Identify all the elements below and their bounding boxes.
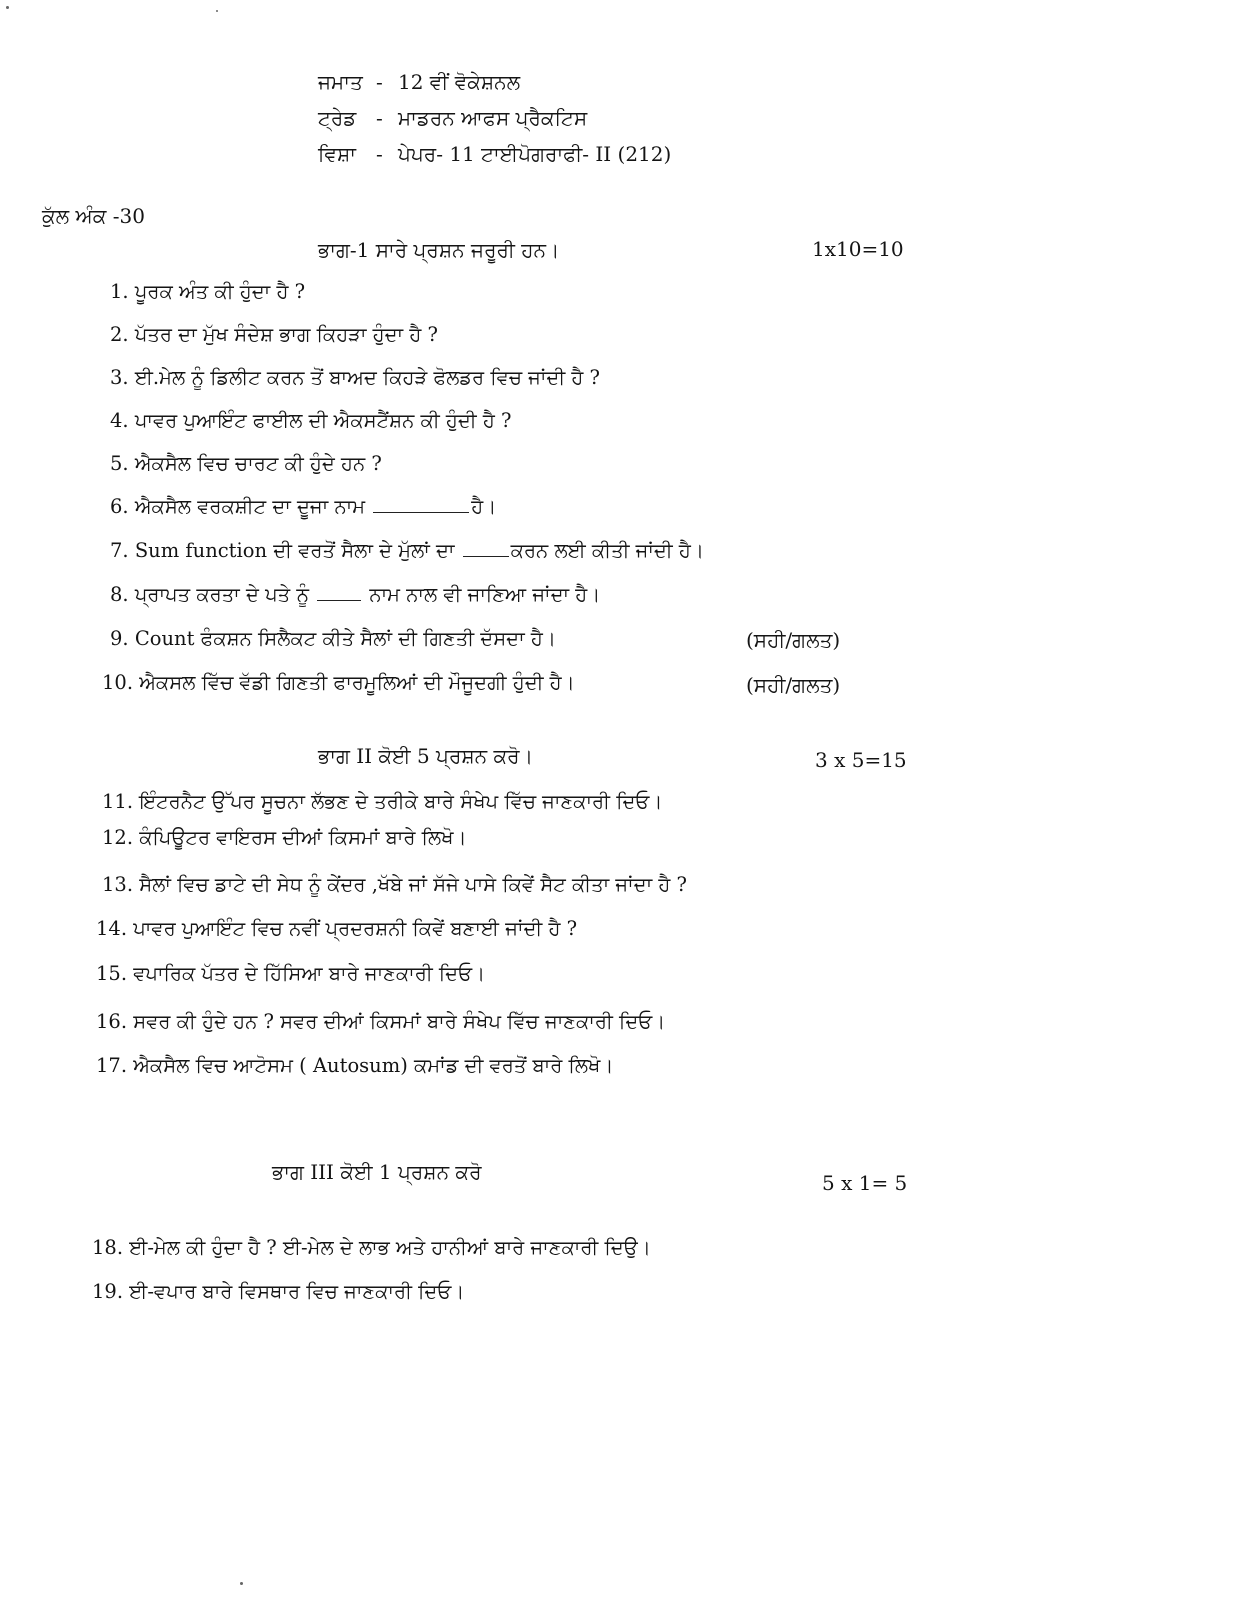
question-3: [110, 366, 600, 389]
section-3-marks: 5 x 1= 5: [822, 1171, 908, 1195]
question-9: [110, 627, 556, 650]
question-text: ਐਕਸਲ ਵਿੱਚ ਵੱਡੀ ਗਿਣਤੀ ਫਾਰਮੂਲਿਆਂ ਦੀ ਮੌਜੂਦਗੀ ਹੁੰਦੀ ਹੈ।: [139, 671, 575, 694]
question-4: [110, 409, 511, 432]
header-class-value: 12 ਵੀਂ ਵੋਕੇਸ਼ਨਲ: [398, 70, 521, 94]
question-text: ਇੰਟਰਨੈਟ ਉੱਪਰ ਸੂਚਨਾ ਲੱਭਣ ਦੇ ਤਰੀਕੇ ਬਾਰੇ ਸੰਖੇਪ ਵਿੱਚ ਜਾਣਕਾਰੀ ਦਿਓ।: [139, 790, 663, 813]
question-14: [96, 917, 577, 940]
question-10: [102, 671, 575, 694]
question-text: ਪੱਤਰ ਦਾ ਮੁੱਖ ਸੰਦੇਸ਼ ਭਾਗ ਕਿਹੜਾ ਹੁੰਦਾ ਹੈ ?: [134, 323, 438, 346]
question-13: [102, 873, 687, 896]
question-16: [96, 1010, 665, 1033]
question-text: Sum function ਦੀ ਵਰਤੋਂ ਸੈਲਾ ਦੇ ਮੁੱਲਾਂ ਦਾ: [134, 539, 455, 562]
true-false-option-9: (ਸਹੀ/ਗਲਤ): [746, 628, 841, 652]
question-text: ਈ-ਵਪਾਰ ਬਾਰੇ ਵਿਸਥਾਰ ਵਿਚ ਜਾਣਕਾਰੀ ਦਿਓ।: [129, 1280, 465, 1303]
question-number: 12.: [102, 826, 134, 849]
question-number: 1.: [110, 280, 129, 303]
question-6: [110, 495, 496, 518]
answer-blank: [373, 511, 469, 513]
question-text: ਐਕਸੈਲ ਵਰਕਸ਼ੀਟ ਦਾ ਦੂਜਾ ਨਾਮ: [134, 495, 366, 518]
question-text: ਪਾਵਰ ਪੁਆਇੰਟ ਫਾਈਲ ਦੀ ਐਕਸਟੈਂਸ਼ਨ ਕੀ ਹੁੰਦੀ ਹੈ ?: [134, 409, 512, 432]
section-1-marks: 1x10=10: [812, 237, 904, 261]
question-7: [110, 539, 704, 562]
question-text: ਪ੍ਰਾਪਤ ਕਰਤਾ ਦੇ ਪਤੇ ਨੂੰ: [134, 583, 309, 606]
question-12: [102, 826, 467, 849]
question-5: [110, 452, 382, 475]
answer-blank: [317, 599, 361, 601]
header-class-sep: -: [376, 70, 383, 94]
section-2-marks: 3 x 5=15: [815, 748, 907, 772]
header-trade-value: ਮਾਡਰਨ ਆਫਸ ਪ੍ਰੈਕਟਿਸ: [398, 106, 588, 130]
question-text: Count ਫੰਕਸ਼ਨ ਸਿਲੈਕਟ ਕੀਤੇ ਸੈਲਾਂ ਦੀ ਗਿਣਤੀ ਦੱਸਦਾ ਹੈ।: [134, 627, 556, 650]
section-2-title: ਭਾਗ II ਕੋਈ 5 ਪ੍ਰਸ਼ਨ ਕਰੋ।: [318, 744, 534, 768]
question-text-end: ਹੈ।: [471, 495, 497, 518]
question-number: 3.: [110, 366, 129, 389]
header-subject-label: ਵਿਸ਼ਾ: [318, 142, 356, 166]
header-class: [318, 70, 520, 94]
scan-speck: [240, 1582, 243, 1585]
question-text: ਸੈਲਾਂ ਵਿਚ ਡਾਟੇ ਦੀ ਸੇਧ ਨੂੰ ਕੇਂਦਰ ,ਖੱਬੇ ਜਾਂ ਸੱਜੇ ਪਾਸੇ ਕਿਵੇਂ ਸੈਟ ਕੀਤਾ ਜਾਂਦਾ ਹੈ ?: [139, 873, 687, 896]
true-false-option-10: (ਸਹੀ/ਗਲਤ): [746, 673, 841, 697]
question-number: 2.: [110, 323, 129, 346]
question-11: [102, 790, 663, 813]
header-trade-label: ਟ੍ਰੇਡ: [318, 106, 357, 130]
question-text: ਈ.ਮੇਲ ਨੂੰ ਡਿਲੀਟ ਕਰਨ ਤੋਂ ਬਾਅਦ ਕਿਹੜੇ ਫੋਲਡਰ ਵਿਚ ਜਾਂਦੀ ਹੈ ?: [134, 366, 601, 389]
question-text: ਕੰਪਿਊਟਰ ਵਾਇਰਸ ਦੀਆਂ ਕਿਸਮਾਂ ਬਾਰੇ ਲਿਖੋ।: [139, 826, 467, 849]
question-number: 8.: [110, 583, 129, 606]
question-text: ਐਕਸੈਲ ਵਿਚ ਚਾਰਟ ਕੀ ਹੁੰਦੇ ਹਨ ?: [134, 452, 382, 475]
header-class-label: ਜਮਾਤ: [318, 70, 363, 94]
question-number: 15.: [96, 962, 128, 985]
question-text: ਸਵਰ ਕੀ ਹੁੰਦੇ ਹਨ ? ਸਵਰ ਦੀਆਂ ਕਿਸਮਾਂ ਬਾਰੇ ਸੰਖੇਪ ਵਿੱਚ ਜਾਣਕਾਰੀ ਦਿਓ।: [133, 1010, 666, 1033]
question-number: 19.: [92, 1280, 124, 1303]
header-subject-sep: -: [376, 142, 383, 166]
scan-speck: [216, 10, 218, 12]
answer-blank: [463, 555, 509, 557]
question-number: 10.: [102, 671, 134, 694]
scan-speck: [6, 6, 9, 9]
question-text: ਪਾਵਰ ਪੁਆਇੰਟ ਵਿਚ ਨਵੀਂ ਪ੍ਰਦਰਸ਼ਨੀ ਕਿਵੇਂ ਬਣਾਈ ਜਾਂਦੀ ਹੈ ?: [133, 917, 578, 940]
question-number: 14.: [96, 917, 128, 940]
question-number: 9.: [110, 627, 129, 650]
question-number: 11.: [102, 790, 134, 813]
question-text-end: ਕਰਨ ਲਈ ਕੀਤੀ ਜਾਂਦੀ ਹੈ।: [510, 539, 704, 562]
question-1: [110, 280, 305, 303]
question-number: 7.: [110, 539, 129, 562]
question-text: ਪੂਰਕ ਅੰਤ ਕੀ ਹੁੰਦਾ ਹੈ ?: [134, 280, 306, 303]
question-text: ਈ-ਮੇਲ ਕੀ ਹੁੰਦਾ ਹੈ ? ਈ-ਮੇਲ ਦੇ ਲਾਭ ਅਤੇ ਹਾਨੀਆਂ ਬਾਰੇ ਜਾਣਕਾਰੀ ਦਿਉ।: [129, 1236, 651, 1259]
header-trade-sep: -: [376, 106, 383, 130]
header-trade: [318, 106, 587, 130]
question-text: ਐਕਸੈਲ ਵਿਚ ਆਟੋਸਮ ( Autosum) ਕਮਾਂਡ ਦੀ ਵਰਤੋਂ ਬਾਰੇ ਲਿਖੋ।: [133, 1054, 614, 1077]
question-15: [96, 962, 485, 985]
total-marks: ਕੁੱਲ ਅੰਕ -30: [42, 204, 145, 228]
question-text: ਵਪਾਰਿਕ ਪੱਤਰ ਦੇ ਹਿੱਸਿਆ ਬਾਰੇ ਜਾਣਕਾਰੀ ਦਿਓ।: [133, 962, 486, 985]
header-subject-value: ਪੇਪਰ- 11 ਟਾਈਪੋਗਰਾਫੀ- II (212): [398, 142, 672, 166]
question-number: 18.: [92, 1236, 124, 1259]
question-18: [92, 1236, 651, 1259]
question-number: 17.: [96, 1054, 128, 1077]
question-2: [110, 323, 438, 346]
question-text-end: ਨਾਮ ਨਾਲ ਵੀ ਜਾਣਿਆ ਜਾਂਦਾ ਹੈ।: [369, 583, 601, 606]
question-19: [92, 1280, 464, 1303]
question-8: [110, 583, 600, 606]
question-number: 4.: [110, 409, 129, 432]
question-17: [96, 1054, 614, 1077]
question-number: 6.: [110, 495, 129, 518]
header-subject: [318, 142, 671, 166]
question-number: 16.: [96, 1010, 128, 1033]
question-number: 5.: [110, 452, 129, 475]
question-number: 13.: [102, 873, 134, 896]
section-3-title: ਭਾਗ III ਕੋਈ 1 ਪ੍ਰਸ਼ਨ ਕਰੋ: [272, 1160, 482, 1184]
section-1-title: ਭਾਗ-1 ਸਾਰੇ ਪ੍ਰਸ਼ਨ ਜਰੂਰੀ ਹਨ।: [318, 238, 560, 262]
